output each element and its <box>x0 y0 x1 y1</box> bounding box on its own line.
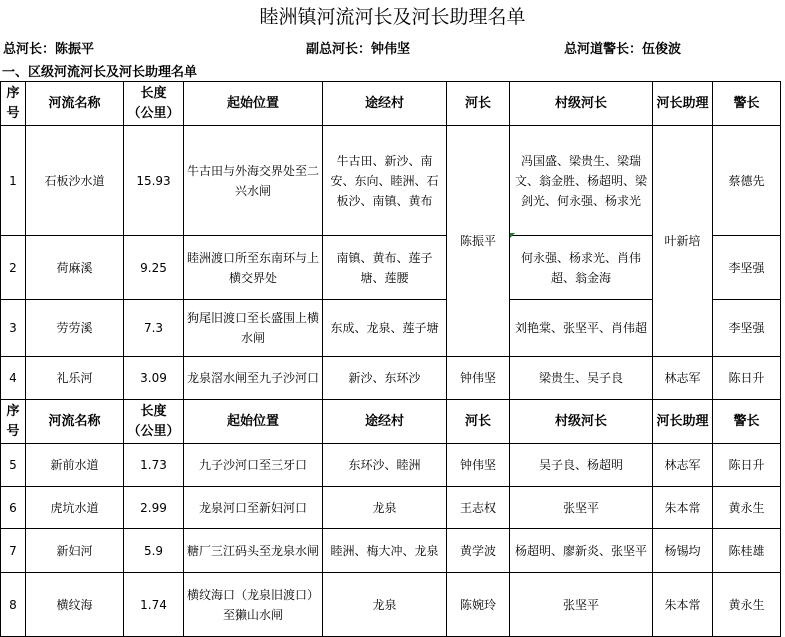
table-row <box>1 357 781 400</box>
cell-length: 1.74 <box>124 573 184 637</box>
cell-villages: 东环沙、睦洲 <box>323 444 447 487</box>
header-length: 长度 （公里） <box>124 400 184 444</box>
cell-start-end: 龙泉河口至新妇河口 <box>184 487 323 529</box>
cell-length: 7.3 <box>124 300 184 357</box>
cell-start-end: 糖厂三江码头至龙泉水闸 <box>184 529 323 573</box>
cell-village-chiefs: 刘艳棠、张坚平、肖伟超 <box>510 300 653 357</box>
cell-villages: 南镇、黄布、莲子塘、莲腰 <box>323 236 447 300</box>
table-row <box>1 487 781 529</box>
section-title: 一、区级河流河长及河长助理名单 <box>2 65 198 80</box>
cell-assistant: 林志军 <box>653 357 713 400</box>
cell-village-chiefs: 张坚平 <box>510 573 653 637</box>
cell-name: 劳劳溪 <box>26 300 124 357</box>
cell-start-end: 龙泉滘水闸至九子沙河口 <box>184 357 323 400</box>
deputy-chief-label: 副总河长：钟伟坚 <box>306 42 411 57</box>
cell-police: 黄永生 <box>713 487 781 529</box>
cell-assistant: 杨锡均 <box>653 529 713 573</box>
header-start-end: 起始位置 <box>184 400 323 444</box>
page-title: 睦洲镇河流河长及河长助理名单 <box>259 6 526 28</box>
cell-length: 1.73 <box>124 444 184 487</box>
cell-seq: 8 <box>1 573 26 637</box>
cell-police: 蔡德先 <box>713 126 781 236</box>
cell-village-chiefs: 吴子良、杨超明 <box>510 444 653 487</box>
cell-length: 3.09 <box>124 357 184 400</box>
cell-chief: 钟伟坚 <box>447 444 510 487</box>
cell-chief-merged: 陈振平 <box>447 126 510 357</box>
cell-start-end: 牛古田与外海交界处至二兴水闸 <box>184 126 323 236</box>
cell-seq: 1 <box>1 126 26 236</box>
cell-name: 新妇河 <box>26 529 124 573</box>
cell-name: 新前水道 <box>26 444 124 487</box>
header-seq: 序号 <box>1 82 26 126</box>
cell-name: 礼乐河 <box>26 357 124 400</box>
cell-village-chiefs: 何永强、杨求光、肖伟超、翁金海 <box>510 236 653 300</box>
cell-chief: 王志权 <box>447 487 510 529</box>
header-row <box>1 82 781 126</box>
header-villages: 途经村 <box>323 82 447 126</box>
header-row-repeat <box>1 400 781 444</box>
cell-start-end: 横纹海口（龙泉旧渡口）至獭山水闸 <box>184 573 323 637</box>
cell-police: 陈日升 <box>713 444 781 487</box>
cell-chief: 陈婉玲 <box>447 573 510 637</box>
police-chief-label: 总河道警长：伍俊波 <box>564 42 682 57</box>
cell-name: 横纹海 <box>26 573 124 637</box>
cell-start-end: 九子沙河口至三牙口 <box>184 444 323 487</box>
cell-villages: 东成、龙泉、莲子塘 <box>323 300 447 357</box>
table-row <box>1 126 781 236</box>
header-villages: 途经村 <box>323 400 447 444</box>
cell-length: 15.93 <box>124 126 184 236</box>
cell-village-chiefs: 张坚平 <box>510 487 653 529</box>
header-assistant: 河长助理 <box>653 400 713 444</box>
cell-police: 李坚强 <box>713 300 781 357</box>
cell-police: 黄永生 <box>713 573 781 637</box>
cell-villages: 睦洲、梅大冲、龙泉 <box>323 529 447 573</box>
cell-villages: 新沙、东环沙 <box>323 357 447 400</box>
cell-assistant: 朱本常 <box>653 487 713 529</box>
header-chief: 河长 <box>447 82 510 126</box>
cell-chief: 黄学波 <box>447 529 510 573</box>
cell-police: 陈桂雄 <box>713 529 781 573</box>
chief-label: 总河长：陈振平 <box>3 42 95 57</box>
header-chief: 河长 <box>447 400 510 444</box>
cell-police: 陈日升 <box>713 357 781 400</box>
cell-villages: 龙泉 <box>323 487 447 529</box>
header-name: 河流名称 <box>26 82 124 126</box>
header-police: 警长 <box>713 82 781 126</box>
cell-assistant: 林志军 <box>653 444 713 487</box>
cell-length: 2.99 <box>124 487 184 529</box>
cell-chief: 钟伟坚 <box>447 357 510 400</box>
cell-village-chiefs: 梁贵生、吴子良 <box>510 357 653 400</box>
cell-village-chiefs: 杨超明、廖新炎、张坚平 <box>510 529 653 573</box>
cell-length: 9.25 <box>124 236 184 300</box>
river-chief-table <box>0 81 781 637</box>
header-name: 河流名称 <box>26 400 124 444</box>
table-row <box>1 444 781 487</box>
cell-seq: 2 <box>1 236 26 300</box>
header-assistant: 河长助理 <box>653 82 713 126</box>
table-row <box>1 529 781 573</box>
cell-seq: 6 <box>1 487 26 529</box>
cell-villages: 龙泉 <box>323 573 447 637</box>
cell-assistant-merged: 叶新培 <box>653 126 713 357</box>
cell-name: 石板沙水道 <box>26 126 124 236</box>
cell-comment-marker <box>510 233 515 238</box>
header-police: 警长 <box>713 400 781 444</box>
cell-seq: 7 <box>1 529 26 573</box>
cell-name: 虎坑水道 <box>26 487 124 529</box>
header-start-end: 起始位置 <box>184 82 323 126</box>
cell-seq: 5 <box>1 444 26 487</box>
cell-seq: 4 <box>1 357 26 400</box>
cell-name: 荷麻溪 <box>26 236 124 300</box>
header-village-chiefs: 村级河长 <box>510 82 653 126</box>
table-row <box>1 573 781 637</box>
cell-seq: 3 <box>1 300 26 357</box>
cell-police: 李坚强 <box>713 236 781 300</box>
cell-start-end: 狗尾旧渡口至长盛围上横水闸 <box>184 300 323 357</box>
meta-row <box>0 36 785 58</box>
cell-start-end: 睦洲渡口所至东南环与上横交界处 <box>184 236 323 300</box>
header-length: 长度 （公里） <box>124 82 184 126</box>
header-seq: 序号 <box>1 400 26 444</box>
cell-villages: 牛古田、新沙、南安、东向、睦洲、石板沙、南镇、黄布 <box>323 126 447 236</box>
cell-assistant: 朱本常 <box>653 573 713 637</box>
cell-village-chiefs: 冯国盛、梁贵生、梁瑞文、翁金胜、杨超明、梁剑光、何永强、杨求光 <box>510 126 653 236</box>
header-village-chiefs: 村级河长 <box>510 400 653 444</box>
cell-length: 5.9 <box>124 529 184 573</box>
